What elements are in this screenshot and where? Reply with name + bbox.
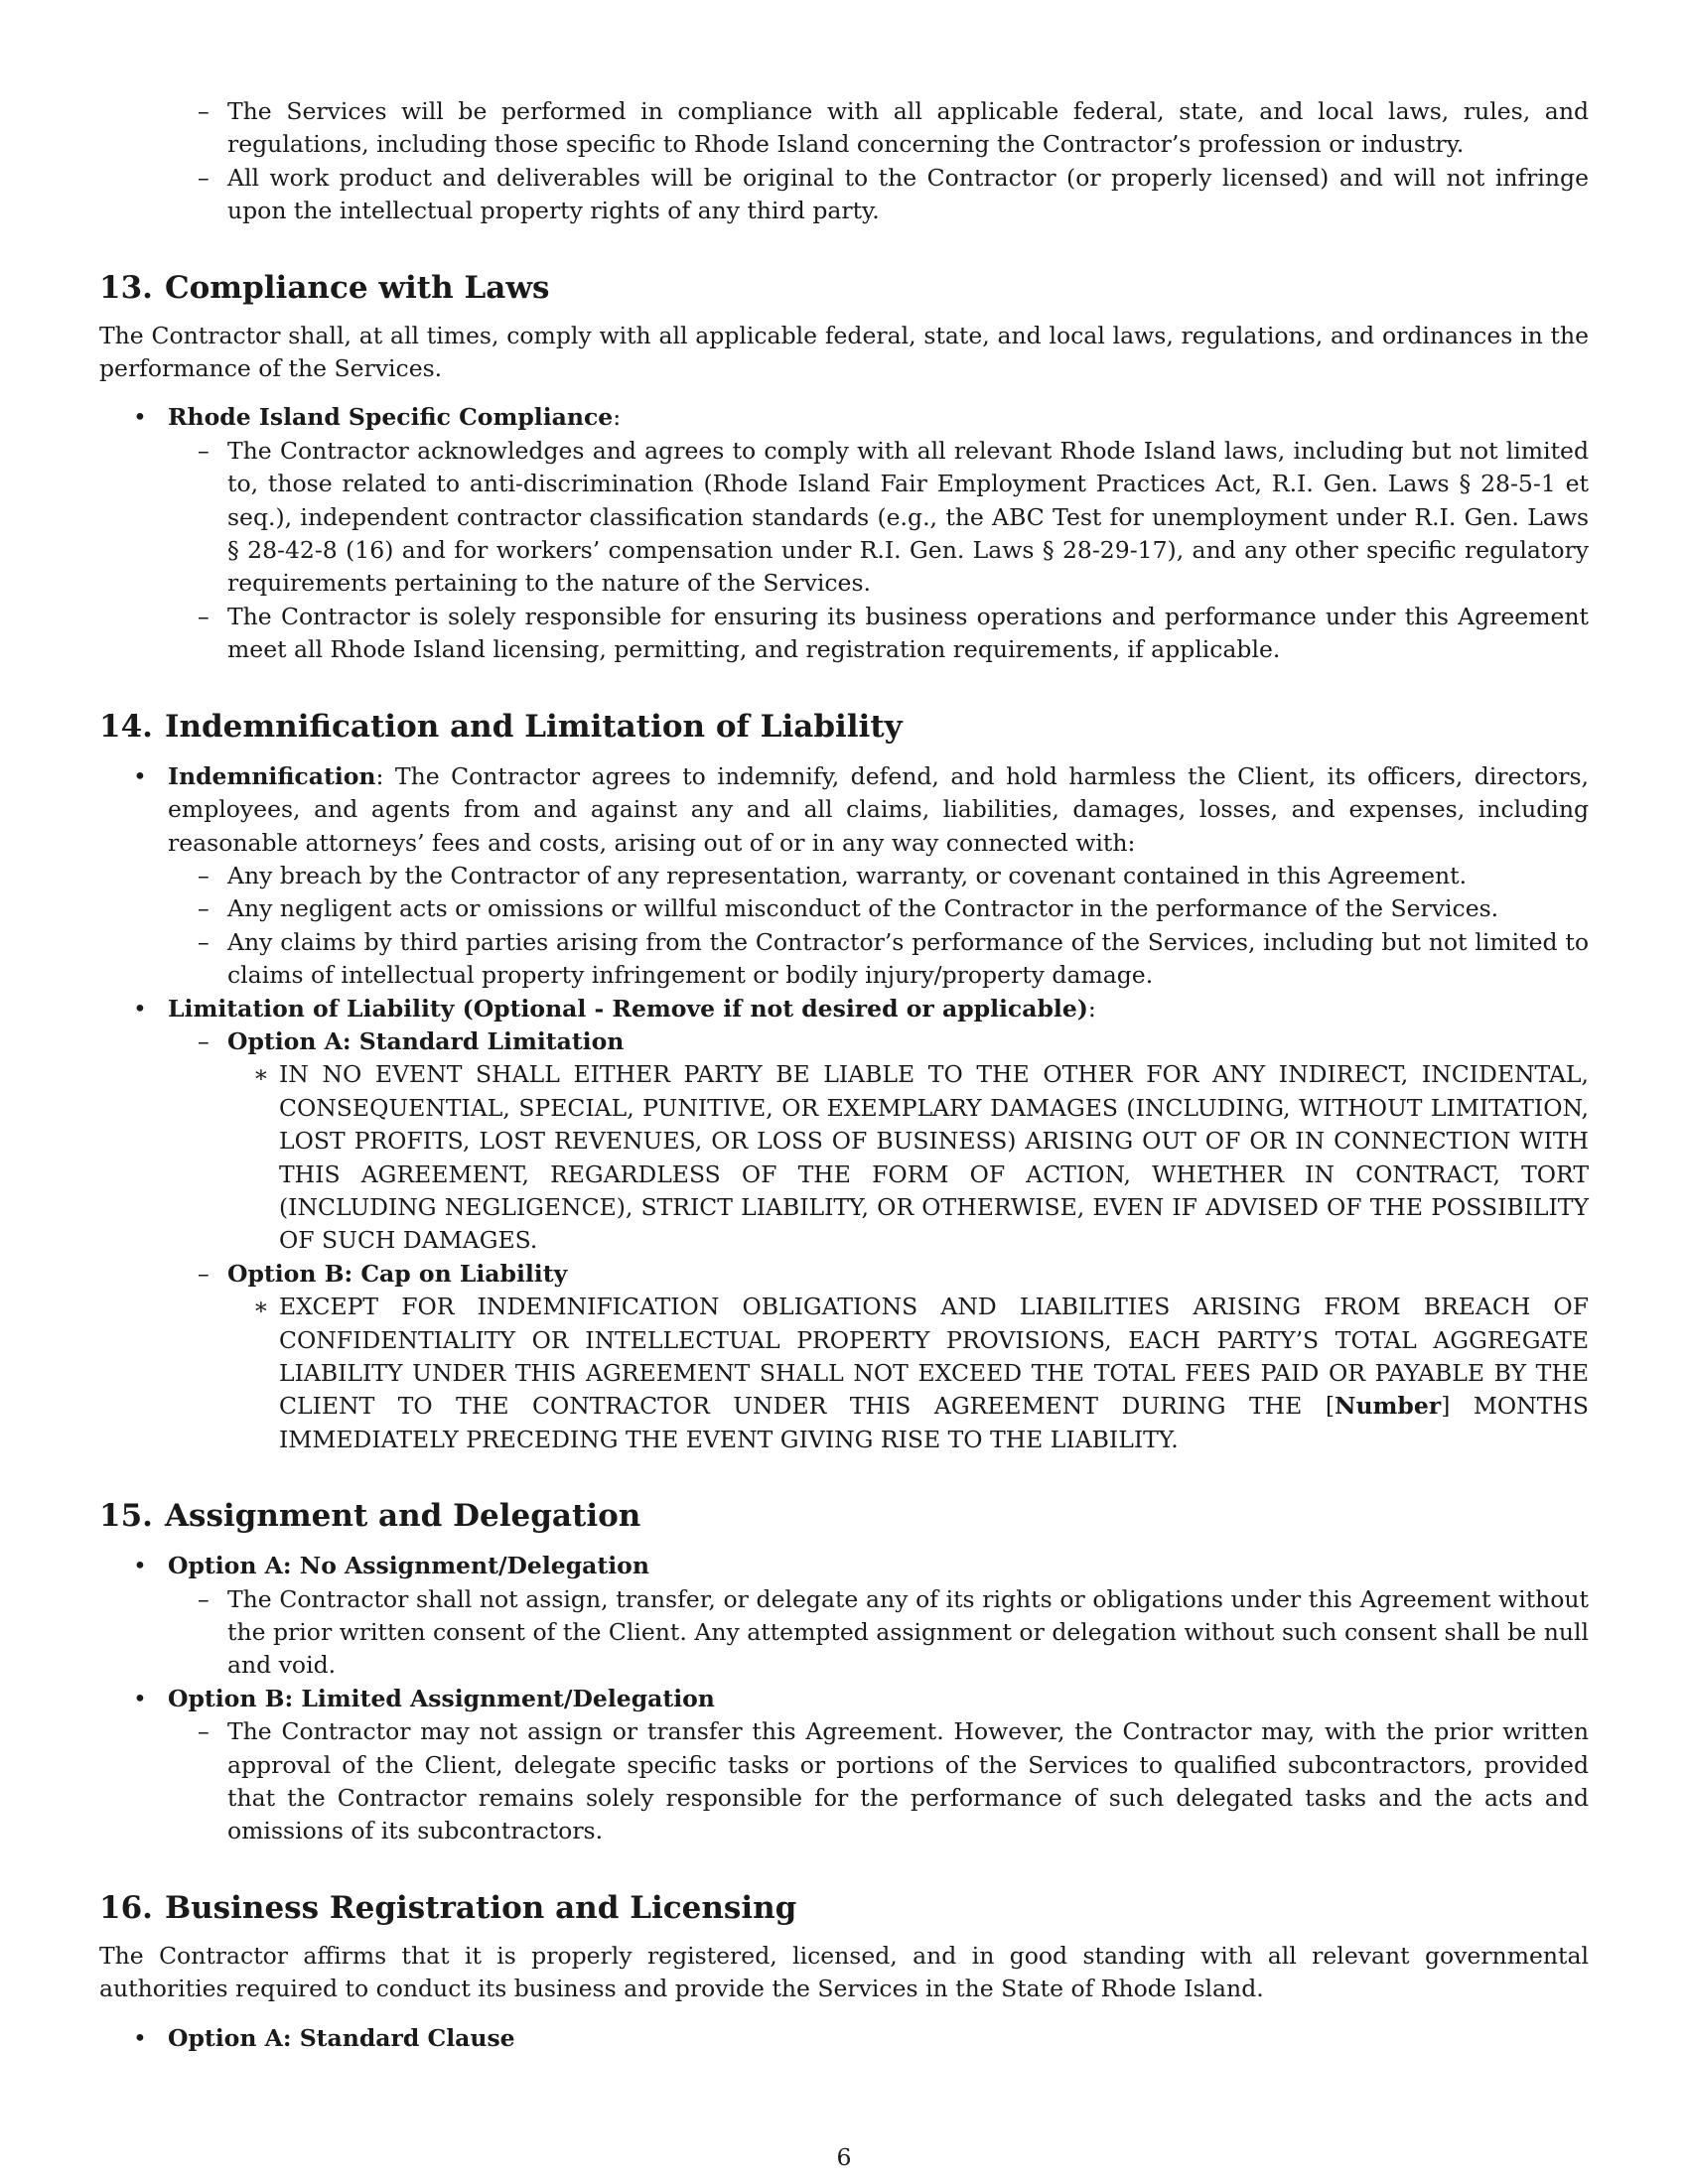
option-label: Option B: Cap on Liability bbox=[227, 1259, 568, 1288]
bullet-list bbox=[99, 760, 1589, 1457]
bullet-marker: • bbox=[133, 2023, 147, 2052]
list-item bbox=[168, 1715, 1589, 1848]
dash-marker: – bbox=[198, 1026, 210, 1055]
sub-sub-list bbox=[227, 1291, 1589, 1456]
label-colon: : bbox=[613, 403, 622, 432]
list-item bbox=[168, 1258, 1589, 1456]
star-marker: ∗ bbox=[253, 1060, 269, 1089]
section-heading bbox=[99, 1888, 1589, 1928]
item-label: Rhode Island Specific Compliance bbox=[168, 403, 614, 432]
bullet-list bbox=[99, 2022, 1589, 2055]
label-colon: : bbox=[1087, 994, 1096, 1023]
list-item-text: Any negligent acts or omissions or willful misconduct of the Contractor in the performance of the Services. bbox=[227, 894, 1499, 923]
list-item-text-end: ] MONTHS IMMEDIATELY PRECEDING THE EVENT GIVING RISE TO THE LIABILITY. bbox=[279, 1392, 1590, 1453]
star-marker: ∗ bbox=[253, 1293, 269, 1321]
dash-marker: – bbox=[198, 163, 210, 192]
section-title: Compliance with Laws bbox=[164, 269, 550, 306]
section-number: 14. bbox=[99, 708, 153, 745]
list-item bbox=[99, 401, 1589, 666]
option-label: Option A: Standard Limitation bbox=[227, 1026, 625, 1055]
bullet-marker: • bbox=[133, 1684, 147, 1712]
section-heading bbox=[99, 268, 1589, 308]
list-item-text: The Contractor is solely responsible for ensuring its business operations and performance under this Agreement meet all Rhode Island licensing, permitting, and registration requirements, if applicable. bbox=[227, 602, 1589, 664]
bullet-marker: • bbox=[133, 1552, 147, 1580]
dash-marker: – bbox=[198, 861, 210, 889]
list-item bbox=[168, 435, 1589, 601]
option-label: Option A: Standard Clause bbox=[168, 2023, 515, 2052]
list-item-text: All work product and deliverables will be original to the Contractor (or properly licensed) and will not infringe upon the intellectual property rights of any third party. bbox=[227, 163, 1589, 225]
bullet-marker: • bbox=[133, 761, 147, 790]
list-item bbox=[99, 993, 1589, 1457]
dash-marker: – bbox=[198, 1717, 210, 1746]
list-item bbox=[168, 601, 1589, 667]
sub-list bbox=[168, 1025, 1589, 1456]
sub-list bbox=[168, 1583, 1589, 1683]
section-title: Assignment and Delegation bbox=[164, 1498, 641, 1535]
list-item bbox=[168, 892, 1589, 925]
page-number: 6 bbox=[836, 2143, 852, 2171]
item-text: : The Contractor agrees to indemnify, defend, and hold harmless the Client, its officers, directors, employees, and agents from and against any and all claims, liabilities, damages, losses, and expenses, including reasonable attorneys’ fees and costs, arising out of or in any way connected with: bbox=[168, 761, 1589, 857]
dash-marker: – bbox=[198, 97, 210, 125]
list-item-text: Any claims by third parties arising from the Contractor’s performance of the Services, including but not limited to claims of intellectual property infringement or bodily injury/property damage. bbox=[227, 927, 1589, 990]
list-item-text: The Contractor acknowledges and agrees to comply with all relevant Rhode Island laws, including but not limited to, those related to anti-discrimination (Rhode Island Fair Employment Practices Act, R.I. Gen. Laws § 28-5-1 et seq.), independent contractor classification standards (e.g., the ABC Test for unemployment under R.I. Gen. Laws § 28-42-8 (16) and for workers’ compensation under R.I. Gen. Laws § 28-29-17), and any other specific regulatory requirements pertaining to the nature of the Services. bbox=[227, 436, 1589, 598]
list-item bbox=[99, 760, 1589, 993]
placeholder-number: Number bbox=[1334, 1392, 1442, 1421]
list-item-text: Any breach by the Contractor of any representation, warranty, or covenant contained in this Agreement. bbox=[227, 861, 1468, 889]
bullet-marker: • bbox=[133, 403, 147, 432]
bullet-marker: • bbox=[133, 994, 147, 1023]
option-label: Option B: Limited Assignment/Delegation bbox=[168, 1684, 715, 1712]
sub-sub-list bbox=[227, 1058, 1589, 1257]
list-item bbox=[99, 1550, 1589, 1683]
list-item bbox=[168, 162, 1589, 228]
section-number: 15. bbox=[99, 1498, 153, 1535]
dash-marker: – bbox=[198, 1584, 210, 1613]
list-item bbox=[168, 1583, 1589, 1683]
section-title: Indemnification and Limitation of Liability bbox=[164, 708, 903, 745]
list-item bbox=[168, 926, 1589, 993]
section-number: 13. bbox=[99, 269, 153, 306]
item-label: Limitation of Liability (Optional - Remove if not desired or applicable) bbox=[168, 994, 1088, 1023]
section-intro: The Contractor shall, at all times, comply with all applicable federal, state, and local laws, regulations, and ordinances in the performance of the Services. bbox=[99, 321, 1589, 383]
dash-marker: – bbox=[198, 894, 210, 923]
dash-marker: – bbox=[198, 1259, 210, 1288]
sub-list bbox=[168, 435, 1589, 667]
section-number: 16. bbox=[99, 1889, 153, 1926]
list-item-text: The Contractor shall not assign, transfer, or delegate any of its rights or obligations under this Agreement without the prior written consent of the Client. Any attempted assignment or delegation without such consent shall be null and void. bbox=[227, 1584, 1589, 1680]
bullet-list bbox=[99, 401, 1589, 666]
list-item bbox=[227, 1291, 1589, 1456]
list-item-text: The Services will be performed in compliance with all applicable federal, state, and local laws, rules, and regulations, including those specific to Rhode Island concerning the Contractor’s profession or industry. bbox=[227, 97, 1589, 159]
list-item-text: EXCEPT FOR INDEMNIFICATION OBLIGATIONS AND LIABILITIES ARISING FROM BREACH OF CONFIDENTIALITY OR INTELLECTUAL PROPERTY PROVISIONS, EACH PARTY’S TOTAL AGGREGATE LIABILITY UNDER THIS AGREEMENT SHALL NOT EXCEED THE TOTAL FEES PAID OR PAYABLE BY THE CLIENT TO THE CONTRACTOR UNDER THIS AGREEMENT DURING THE bbox=[279, 1293, 1589, 1421]
item-label: Indemnification bbox=[168, 761, 376, 790]
sub-list bbox=[168, 1715, 1589, 1848]
list-item bbox=[99, 2022, 1589, 2055]
list-item bbox=[168, 95, 1589, 162]
list-item bbox=[168, 1025, 1589, 1258]
list-item bbox=[168, 860, 1589, 892]
section-intro: The Contractor affirms that it is properly registered, licensed, and in good standing with all relevant governmental authorities required to conduct its business and provide the Services in the State of Rhode Island. bbox=[99, 1941, 1589, 2003]
list-item bbox=[99, 1683, 1589, 1848]
continued-list bbox=[168, 95, 1589, 228]
section-title: Business Registration and Licensing bbox=[164, 1889, 797, 1926]
option-label: Option A: No Assignment/Delegation bbox=[168, 1552, 649, 1580]
list-item-text: IN NO EVENT SHALL EITHER PARTY BE LIABLE TO THE OTHER FOR ANY INDIRECT, INCIDENTAL, CONSEQUENTIAL, SPECIAL, PUNITIVE, OR EXEMPLARY DAMAGES (INCLUDING, WITHOUT LIMITATION, LOST PROFITS, LOST REVENUES, OR LOSS OF BUSINESS) ARISING OUT OF OR IN CONNECTION WITH THIS AGREEMENT, REGARDLESS OF THE FORM OF ACTION, WHETHER IN CONTRACT, TORT (INCLUDING NEGLIGENCE), STRICT LIABILITY, OR OTHERWISE, EVEN IF ADVISED OF THE POSSIBILITY OF SUCH DAMAGES. bbox=[279, 1060, 1589, 1255]
document-page bbox=[99, 95, 1589, 2055]
dash-marker: – bbox=[198, 436, 210, 465]
section-heading bbox=[99, 707, 1589, 747]
list-item-text: The Contractor may not assign or transfer this Agreement. However, the Contractor may, with the prior written approval of the Client, delegate specific tasks or portions of the Services to qualified subcontractors, provided that the Contractor remains solely responsible for the performance of such delegated tasks and the acts and omissions of its subcontractors. bbox=[227, 1717, 1589, 1845]
bracket-open: [ bbox=[1325, 1392, 1335, 1421]
bullet-list bbox=[99, 1550, 1589, 1848]
dash-marker: – bbox=[198, 927, 210, 956]
section-heading bbox=[99, 1496, 1589, 1536]
sub-list bbox=[168, 860, 1589, 993]
list-item bbox=[227, 1058, 1589, 1257]
dash-marker: – bbox=[198, 602, 210, 630]
